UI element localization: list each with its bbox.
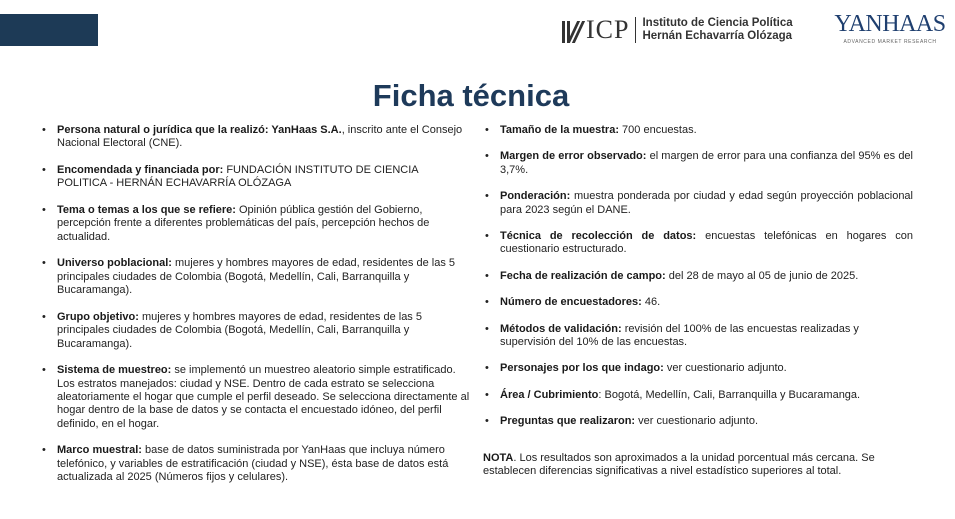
item-label: Fecha de realización de campo: xyxy=(500,269,666,282)
item-text: encuestas telefónicas en hogares con cuestionario estructurado. xyxy=(500,230,913,256)
list-item-characters xyxy=(483,362,913,375)
yanhaas-name: YANHAAS xyxy=(834,11,946,37)
icp-bars-icon xyxy=(562,17,582,43)
icp-name-line2: Hernán Echavarría Olózaga xyxy=(642,30,793,42)
list-item-margin-of-error xyxy=(483,150,913,177)
list-item-sampling xyxy=(40,364,470,431)
item-label: Personajes por los que indago: xyxy=(500,362,664,375)
item-text: : Bogotá, Medellín, Cali, Barranquilla y Bucaramanga. xyxy=(598,388,861,401)
item-label: Marco muestral: xyxy=(57,444,142,457)
note-text: . Los resultados son aproximados a la unidad porcentual más cercana. Se establecen diferencias significativas a nivel estadístico superiores al total. xyxy=(483,452,875,478)
item-text: ver cuestionario adjunto. xyxy=(635,415,759,428)
list-item-field-date xyxy=(483,270,913,283)
item-label: Tema o temas a los que se refiere: xyxy=(57,204,236,216)
list-item-questions xyxy=(483,415,913,428)
item-text: 46. xyxy=(641,296,661,309)
item-text: mujeres y hombres mayores de edad, residentes de las 5 principales ciudades de Colombia (Bogotá, Medellín, Cali, Barranquilla y Bucaramanga). xyxy=(57,257,456,297)
item-label: Métodos de validación: xyxy=(500,322,622,335)
icp-logo xyxy=(562,14,793,46)
list-item-weighting xyxy=(483,190,913,217)
list-item-data-collection xyxy=(483,230,913,257)
icp-name-line1: Instituto de Ciencia Política xyxy=(642,17,793,29)
list-item-universe xyxy=(40,257,470,297)
note-label: NOTA xyxy=(483,452,514,464)
item-text: , inscrito ante el Consejo Nacional Electoral (CNE). xyxy=(57,124,463,150)
list-item-sample-size xyxy=(483,124,913,137)
item-text: ver cuestionario adjunto. xyxy=(663,362,787,375)
item-text: revisión del 100% de las encuestas realizadas y supervisión del 10% de las encuestas. xyxy=(500,322,859,349)
list-item-topics xyxy=(40,204,470,244)
item-text: FUNDACIÓN INSTITUTO DE CIENCIA POLITICA - HERNÁN ECHAVARRÍA OLÓZAGA xyxy=(57,164,419,190)
page-title: Ficha técnica xyxy=(372,78,570,113)
corner-bar xyxy=(0,14,98,46)
item-label: Ponderación: xyxy=(500,190,571,203)
item-label: Persona natural o jurídica que la realizó: YanHaas S.A. xyxy=(57,124,342,136)
item-label: Tamaño de la muestra: xyxy=(500,124,619,136)
item-label: Sistema de muestreo: xyxy=(57,364,172,377)
icp-name xyxy=(636,17,792,43)
item-text: 700 encuestas. xyxy=(619,124,697,136)
item-text: del 28 de mayo al 05 de junio de 2025. xyxy=(665,269,859,282)
list-item-entity xyxy=(40,124,470,151)
item-text: el margen de error para una confianza del 95% es del 3,7%. xyxy=(500,150,913,176)
note xyxy=(483,452,913,479)
item-label: Preguntas que realizaron: xyxy=(500,415,636,428)
item-label: Técnica de recolección de datos: xyxy=(500,230,697,243)
item-text: base de datos suministrada por YanHaas que incluya número telefónico, y variables de estratificación (ciudad y NSE), ésta base de datos está actualizada al 2025 (Números fijos y celulares). xyxy=(57,444,449,484)
icp-abbr: ICP xyxy=(586,17,636,43)
item-label: Encomendada y financiada por: xyxy=(57,164,224,176)
right-column xyxy=(483,124,913,442)
item-text: se implementó un muestreo aleatorio simple estratificado. Los estratos manejados: ciudad y NSE. Dentro de cada estrato se selecciona aleatoriamente el hogar que cumple el perfil deseado. Se selecciona directamente al hogar dentro de la base de datos y se contacta el encuestado idóneo, del perfil definido, en el hogar. xyxy=(57,364,470,430)
item-label: Número de encuestadores: xyxy=(500,296,642,309)
item-label: Grupo objetivo: xyxy=(57,310,139,323)
yanhaas-logo xyxy=(834,12,946,48)
list-item-sample-frame xyxy=(40,444,470,484)
item-text: Opinión pública gestión del Gobierno, percepción frente a diferentes problemáticas del país, percepción hechos de actualidad. xyxy=(57,204,430,243)
item-label: Área / Cubrimiento xyxy=(500,388,599,401)
list-item-coverage xyxy=(483,389,913,402)
yanhaas-tagline: ADVANCED MARKET RESEARCH xyxy=(843,39,937,45)
left-column xyxy=(40,124,470,498)
list-item-target-group xyxy=(40,311,470,351)
list-item-validation xyxy=(483,323,913,350)
item-label: Margen de error observado: xyxy=(500,150,647,163)
item-label: Universo poblacional: xyxy=(57,257,172,270)
item-text: muestra ponderada por ciudad y edad según proyección poblacional para 2023 según el DANE. xyxy=(500,190,913,216)
item-text: mujeres y hombres mayores de edad, residentes de las 5 principales ciudades de Colombia (Bogotá, Medellín, Cali, Barranquilla y Bucaramanga). xyxy=(57,310,422,350)
list-item-sponsor xyxy=(40,164,470,191)
list-item-interviewers xyxy=(483,296,913,309)
